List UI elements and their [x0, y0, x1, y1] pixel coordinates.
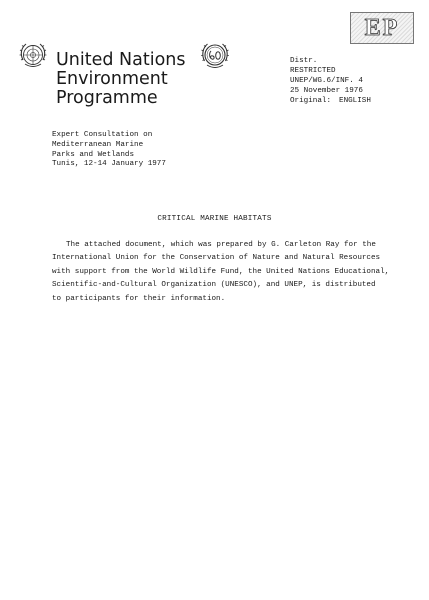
distr-label: Distr.	[290, 57, 318, 65]
meeting-line-4: Tunis, 12-14 January 1977	[52, 160, 166, 169]
org-line-1: United Nations	[56, 50, 186, 70]
original-language: ENGLISH	[339, 97, 371, 105]
body-line: The attached document, which was prepared by G. Carleton Ray for the	[66, 241, 376, 249]
document-title: CRITICAL MARINE HABITATS	[157, 215, 272, 223]
body-line: with support from the World Wildlife Fund, the United Nations Educational,	[52, 267, 390, 276]
org-line-2: Environment	[56, 69, 168, 89]
organization-name	[56, 51, 186, 108]
unep-emblem-icon	[200, 40, 230, 70]
un-emblem-icon	[18, 40, 48, 70]
body-line: International Union for the Conservation of Nature and Natural Resources	[52, 254, 381, 263]
document-symbol: UNEP/WG.6/INF. 4	[290, 77, 363, 85]
original-language-line	[290, 96, 371, 106]
meeting-line-2: Mediterranean Marine	[52, 140, 144, 149]
org-line-3: Programme	[56, 88, 158, 108]
body-paragraph	[52, 239, 389, 306]
body-line: to participants for their information.	[52, 294, 226, 303]
distribution-block	[290, 56, 371, 106]
meeting-info	[52, 131, 166, 170]
meeting-line-1: Expert Consultation on	[52, 131, 153, 139]
document-stamp	[350, 12, 414, 44]
stamp-text: EP	[364, 15, 400, 41]
document-date: 25 November 1976	[290, 87, 363, 95]
restriction-label: RESTRICTED	[290, 67, 336, 75]
meeting-line-3: Parks and Wetlands	[52, 150, 135, 159]
original-label: Original:	[290, 97, 332, 105]
body-line: Scientific-and-Cultural Organization (UNESCO), and UNEP, is distributed	[52, 281, 376, 290]
